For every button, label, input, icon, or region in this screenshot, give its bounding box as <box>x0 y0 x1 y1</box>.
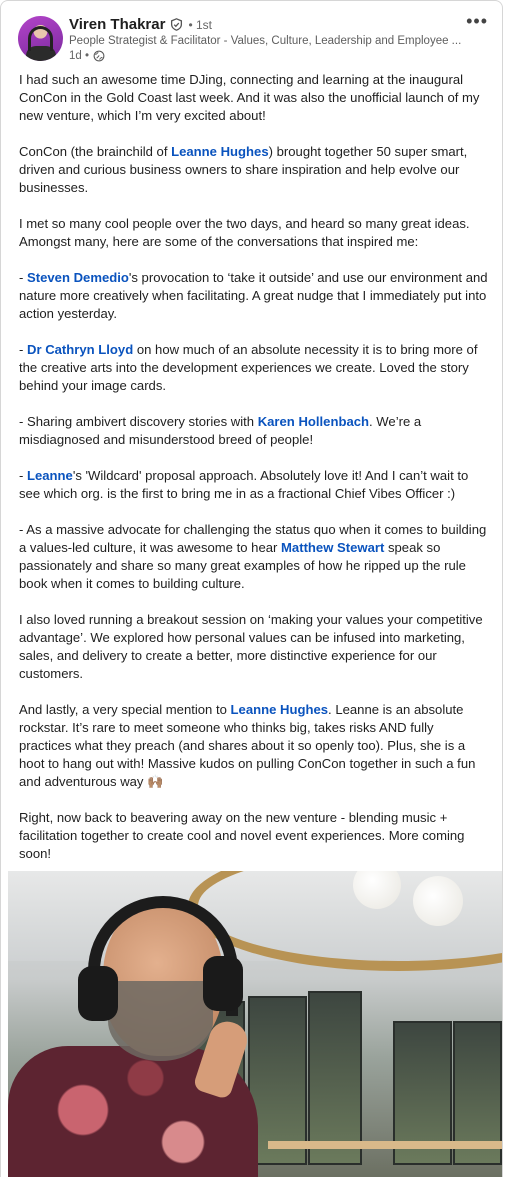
post-paragraph: I had such an awesome time DJing, connecting and learning at the inaugural ConCon in the Gold Coast last week. And it was also the unofficial launch of my new venture, which I’m very excited about! <box>19 72 480 123</box>
verified-shield-icon <box>170 18 183 31</box>
post-paragraph: - Leanne's 'Wildcard' proposal approach. Absolutely love it! And I can’t wait to see which org. is the first to bring me in as a fractional Chief Vibes Officer :) <box>19 468 469 501</box>
post-paragraph: ConCon (the brainchild of Leanne Hughes) brought together 50 super smart, driven and curious business owners to share inspiration and help evolve our businesses. <box>19 144 468 195</box>
mention-leanne-hughes[interactable]: Leanne Hughes <box>230 702 329 717</box>
mention-cathryn-lloyd[interactable]: Dr Cathryn Lloyd <box>27 342 134 357</box>
mention-steven-demedio[interactable]: Steven Demedio <box>27 270 129 285</box>
post-paragraph: - As a massive advocate for challenging the status quo when it comes to building a values-led culture, it was awesome to hear Matthew Stewart speak so passionately and share so many great examples of how he ripped up the rule book when it comes to building culture. <box>19 522 487 591</box>
post-paragraph: I also loved running a breakout session on ‘making your values your competitive advantage’. We explored how personal values can be infused into marketing, sales, and delivery to create a better, more distinctive experience for our customers. <box>19 612 483 681</box>
mention-leanne-hughes[interactable]: Leanne Hughes <box>171 144 269 159</box>
author-name-row <box>69 16 212 33</box>
post-paragraph: - Steven Demedio's provocation to ‘take it outside’ and use our environment and nature more creatively when facilitating. A great nudge that I immediately put into action yesterday. <box>19 270 488 321</box>
connection-degree: • 1st <box>188 17 212 32</box>
post-body <box>19 71 489 881</box>
post-paragraph: I met so many cool people over the two days, and heard so many great ideas. Amongst many, here are some of the conversations that inspired me: <box>19 216 470 249</box>
post-paragraph: - Sharing ambivert discovery stories with Karen Hollenbach. We’re a misdiagnosed and misunderstood breed of people! <box>19 414 422 447</box>
post-image[interactable] <box>8 871 503 1177</box>
more-options-icon[interactable]: ••• <box>466 11 488 31</box>
avatar[interactable] <box>18 16 63 61</box>
post-paragraph: Right, now back to beavering away on the new venture - blending music + facilitation together to create cool and novel event experiences. More coming soon! <box>19 810 465 861</box>
mention-matthew-stewart[interactable]: Matthew Stewart <box>281 540 385 555</box>
post-time: 1d • <box>69 50 90 62</box>
mention-karen-hollenbach[interactable]: Karen Hollenbach <box>257 414 370 429</box>
author-name[interactable]: Viren Thakrar <box>69 16 166 33</box>
globe-icon <box>93 50 105 62</box>
post-paragraph: And lastly, a very special mention to Leanne Hughes. Leanne is an absolute rockstar. It’s rare to meet someone who thinks big, takes risks AND fully practices what they preach (and shares about it so openly too). Plus, she is a hoot to hang out with! Massive kudos on pulling ConCon together in such a fun and adventurous way 🙌🏽 <box>19 702 476 789</box>
post-time-row <box>69 50 105 62</box>
mention-leanne[interactable]: Leanne <box>27 468 73 483</box>
author-headline: People Strategist & Facilitator - Values, Culture, Leadership and Employee ... <box>69 35 462 47</box>
post-paragraph: - Dr Cathryn Lloyd on how much of an absolute necessity it is to bring more of the creative arts into the development experiences we create. Loved the story behind your image cards. <box>19 342 478 393</box>
post-header <box>1 1 502 65</box>
